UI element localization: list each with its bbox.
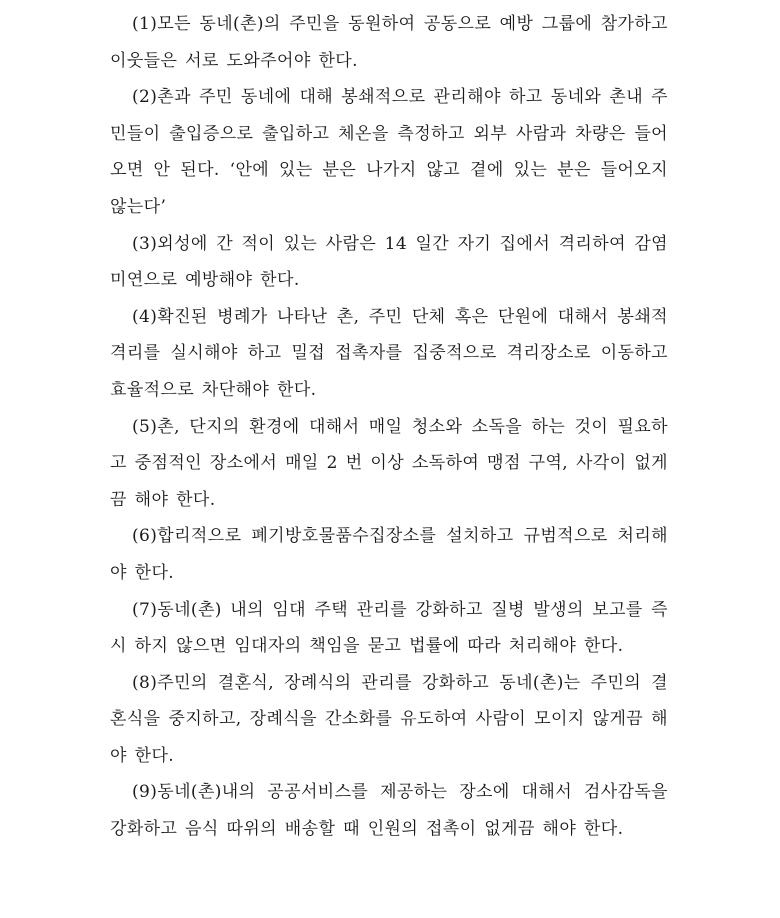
paragraph-2: (2)촌과 주민 동네에 대해 봉쇄적으로 관리해야 하고 동네와 촌내 주민들이 출입증으로 출입하고 체온을 측정하고 외부 사람과 차량은 들어오면 안 된다. ‘안에 있는 분은 나가지 않고 곁에 있는 분은 들어오지 않는다’ (110, 87, 668, 217)
paragraph-6: (6)합리적으로 폐기방호물품수집장소를 설치하고 규범적으로 처리해야 한다. (110, 526, 668, 583)
paragraph-7: (7)동네(촌) 내의 임대 주택 관리를 강화하고 질병 발생의 보고를 즉시 하지 않으면 임대자의 책임을 묻고 법률에 따라 처리해야 한다. (110, 599, 668, 657)
paragraph-1: (1)모든 동네(촌)의 주민을 동원하여 공동으로 예방 그룹에 참가하고 이웃들은 서로 도와주어야 한다. (110, 14, 668, 71)
paragraph-3: (3)외성에 간 적이 있는 사람은 14 일간 자기 집에서 격리하여 감염 미연으로 예방해야 한다. (110, 233, 668, 291)
document-body (110, 6, 668, 848)
paragraph-5: (5)촌, 단지의 환경에 대해서 매일 청소와 소독을 하는 것이 필요하고 중점적인 장소에서 매일 2 번 이상 소독하여 맹점 구역, 사각이 없게끔 해야 한다. (110, 416, 668, 510)
paragraph-4: (4)확진된 병례가 나타난 촌, 주민 단체 혹은 단원에 대해서 봉쇄적 격리를 실시해야 하고 밀접 접촉자를 집중적으로 격리장소로 이동하고 효율적으로 차단해야 한다. (110, 306, 668, 400)
paragraph-8: (8)주민의 결혼식, 장례식의 관리를 강화하고 동네(촌)는 주민의 결혼식을 중지하고, 장례식을 간소화를 유도하여 사람이 모이지 않게끔 해야 한다. (110, 672, 668, 766)
paragraph-9: (9)동네(촌)내의 공공서비스를 제공하는 장소에 대해서 검사감독을 강화하고 음식 따위의 배송할 때 인원의 접촉이 없게끔 해야 한다. (110, 782, 668, 840)
